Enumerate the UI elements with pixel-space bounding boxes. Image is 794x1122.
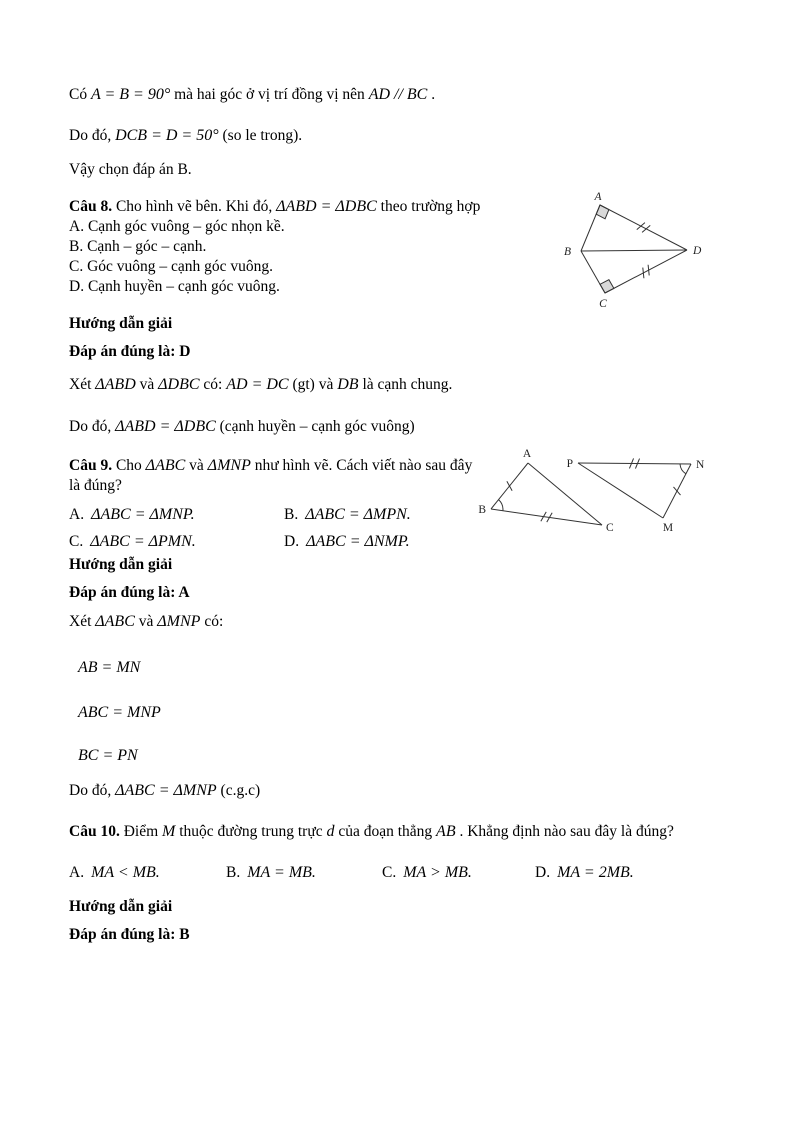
question-9-option-a (69, 505, 284, 525)
question-10-stem (69, 822, 730, 842)
q9-work-line-1 (69, 612, 730, 632)
question-10-stem-text: Điểm (119, 823, 163, 840)
vertex-label-m: M (662, 522, 674, 534)
vertex-label-b: B (563, 246, 571, 258)
question-8-stem-text: Cho hình vẽ bên. Khi đó, (112, 198, 277, 215)
guide-heading-q8: Hướng dẫn giải (69, 315, 173, 332)
question-9-stem-text2: và (185, 457, 208, 474)
question-10-option-d (535, 863, 730, 883)
guide-heading-q9: Hướng dẫn giải (69, 556, 173, 573)
question-8-number: Câu 8. (69, 198, 113, 215)
intro-line-1-text: Có (69, 86, 91, 103)
q8-work-line-2 (69, 417, 730, 437)
guide-heading-q10: Hướng dẫn giải (69, 898, 173, 915)
option-d-math: ΔABC = ΔNMP. (306, 533, 410, 550)
answer-line-q9: Đáp án đúng là: A (69, 584, 190, 601)
q9-triangle-abc-math: ΔABC (95, 613, 135, 630)
option-d-math: MA = 2MB. (557, 864, 634, 881)
option-c-math: MA > MB. (403, 864, 472, 881)
side-ab (581, 205, 600, 251)
option-b-math: ΔABC = ΔMPN. (305, 506, 411, 523)
triangle-abd-math: ΔABD (95, 376, 136, 393)
question-8-stem (69, 197, 549, 217)
q9-work-text: Xét (69, 613, 96, 630)
side-bc (581, 251, 605, 293)
side-pn (578, 463, 691, 464)
option-a-math: ΔABC = ΔMNP. (91, 506, 195, 523)
question-10-stem-text3: của đoạn thẳng (334, 823, 437, 840)
question-10-options (69, 863, 730, 883)
vertex-label-p: P (566, 458, 573, 470)
q8-work2-text: Do đó, (69, 418, 116, 435)
diagonal-bd (581, 250, 687, 251)
side-mp (578, 463, 663, 518)
q9-work-line-2 (69, 781, 730, 801)
question-8-block (69, 191, 730, 310)
option-b-label: B. (226, 864, 241, 881)
question-9-option-d (284, 532, 481, 552)
question-10-stem-text2: thuộc đường trung trực (175, 823, 327, 840)
answer-line-q8: Đáp án đúng là: D (69, 343, 191, 360)
option-a-label: A. (69, 864, 85, 881)
intro-line-2 (69, 126, 730, 146)
q9-triangle-mnp-math: ΔMNP (157, 613, 201, 630)
q8-conclusion-math: ΔABD = ΔDBC (115, 418, 216, 435)
vertex-label-n: N (696, 459, 705, 471)
side-ad (600, 205, 687, 250)
triangle-congruence-math: ΔABD = ΔDBC (276, 198, 377, 215)
option-d-label: D. (284, 533, 300, 550)
right-angle-mark-a (596, 205, 609, 219)
question-9-stem-text: Cho (112, 457, 146, 474)
q8-work-line-1 (69, 375, 730, 395)
question-10-number: Câu 10. (69, 823, 120, 840)
vertex-label-a: A (522, 448, 532, 460)
question-8-option-c: C. Góc vuông – cạnh góc vuông. (69, 258, 274, 275)
question-8-figure-kite-abcd (557, 186, 712, 311)
option-c-label: C. (69, 533, 84, 550)
question-8-stem-text2: theo trường hợp (376, 198, 481, 215)
question-10-option-a (69, 863, 226, 883)
q8-work-text: Xét (69, 376, 96, 393)
q8-work-text5: là cạnh chung. (358, 376, 453, 393)
question-9-stem-text3: như hình vẽ. Cách viết nào sau đây là đúng? (69, 457, 473, 494)
question-9-figure-two-triangles (475, 447, 710, 539)
intro-line-3 (69, 160, 730, 180)
question-9-block (69, 448, 730, 552)
right-angle-mark-c (600, 280, 614, 293)
segment-ab-math: AB (436, 823, 456, 840)
q9-equation-2: ABC = MNP (78, 704, 161, 721)
q9-conclusion-math: ΔABC = ΔMNP (115, 782, 217, 799)
q9-work2-text: Do đó, (69, 782, 116, 799)
angle-arc-n (680, 464, 686, 474)
option-b-label: B. (284, 506, 299, 523)
q8-work-text4: (gt) và (288, 376, 338, 393)
parallel-statement: AD // BC (368, 86, 428, 103)
question-10-stem-text4: . Khẳng định nào sau đây là đúng? (455, 823, 674, 840)
question-9-option-c (69, 532, 284, 552)
q8-work2-text2: (cạnh huyền – cạnh góc vuông) (215, 418, 415, 435)
db-math: DB (337, 376, 359, 393)
question-9-option-b (284, 505, 481, 525)
q9-work2-text2: (c.g.c) (216, 782, 261, 799)
intro-line-1 (69, 85, 730, 105)
q9-equation-3: BC = PN (78, 747, 138, 764)
option-c-label: C. (382, 864, 397, 881)
conclusion-answer-b: Vậy chọn đáp án B. (69, 161, 192, 178)
question-8-text (69, 197, 549, 297)
question-8-option-d: D. Cạnh huyền – cạnh góc vuông. (69, 278, 280, 295)
line-d-math: d (326, 823, 335, 840)
triangle-dbc-math: ΔDBC (158, 376, 200, 393)
point-m-math: M (162, 823, 176, 840)
intro-line-2-text: Do đó, (69, 127, 116, 144)
triangle-abc-math: ΔABC (145, 457, 186, 474)
vertex-label-a: A (594, 191, 602, 203)
option-a-math: MA < MB. (91, 864, 160, 881)
side-cd (605, 250, 687, 293)
triangle-mnp-math: ΔMNP (207, 457, 251, 474)
q9-work-text3: có: (200, 613, 224, 630)
intro-line-1-text2: mà hai góc ở vị trí đồng vị nên (170, 86, 369, 103)
intro-line-2-text2: (so le trong). (218, 127, 303, 144)
q9-work-text2: và (134, 613, 158, 630)
q8-work-text3: có: (199, 376, 227, 393)
intro-line-1-text3: . (427, 86, 436, 103)
q8-work-text2: và (135, 376, 159, 393)
option-a-label: A. (69, 506, 85, 523)
question-8-option-a: A. Cạnh góc vuông – góc nhọn kề. (69, 218, 285, 235)
angle-dcb-equation: DCB = D = 50° (115, 127, 219, 144)
vertex-label-c: C (599, 298, 607, 310)
option-b-math: MA = MB. (247, 864, 316, 881)
angle-equation: A = B = 90° (90, 86, 171, 103)
question-9-stem (69, 456, 481, 496)
vertex-label-d: D (693, 245, 702, 257)
question-9-options (69, 505, 481, 552)
option-d-label: D. (535, 864, 551, 881)
q9-equation-1: AB = MN (78, 659, 141, 676)
vertex-label-c: C (606, 522, 614, 534)
option-c-math: ΔABC = ΔPMN. (90, 533, 196, 550)
question-9-text (69, 456, 481, 552)
answer-line-q10: Đáp án đúng là: B (69, 926, 190, 943)
question-8-option-b: B. Cạnh – góc – cạnh. (69, 238, 207, 255)
ad-dc-math: AD = DC (226, 376, 289, 393)
angle-arc-b (499, 500, 503, 511)
question-10-option-b (226, 863, 382, 883)
vertex-label-b: B (478, 504, 486, 516)
single-tick-nm (672, 487, 683, 495)
question-9-number: Câu 9. (69, 457, 113, 474)
single-tick-ab (504, 481, 514, 490)
question-10-option-c (382, 863, 535, 883)
